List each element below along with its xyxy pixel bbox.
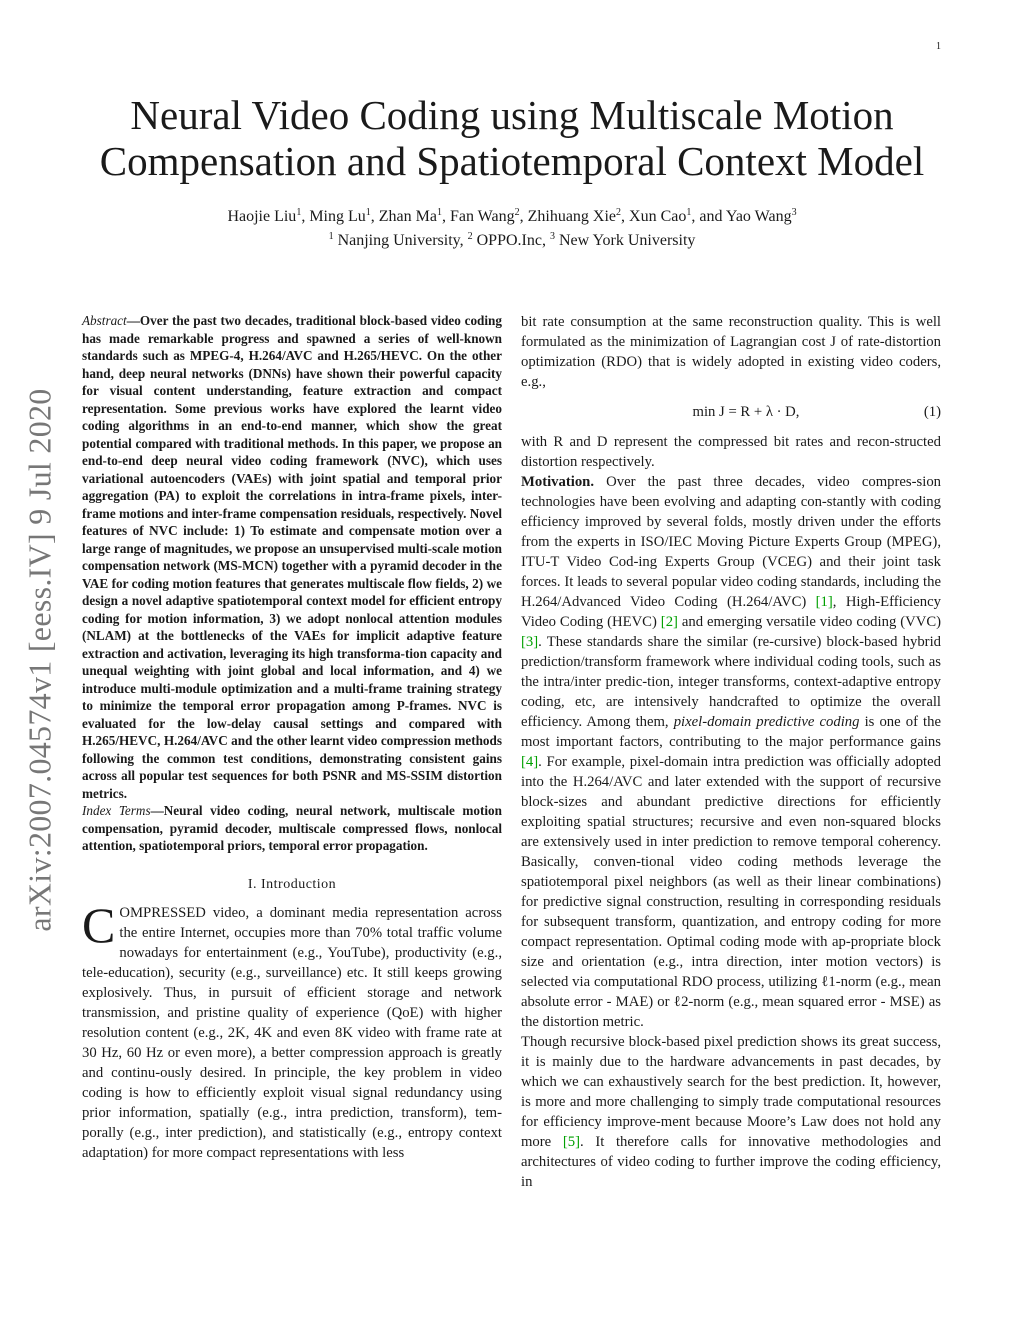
citation-link[interactable]: [2] bbox=[660, 614, 678, 630]
motivation-label: Motivation. bbox=[521, 474, 595, 490]
author: Zhan Ma bbox=[378, 208, 437, 225]
title-line-2: Compensation and Spatiotemporal Context Model bbox=[99, 138, 925, 184]
citation-link[interactable]: [1] bbox=[815, 594, 833, 610]
author: Zhihuang Xie bbox=[527, 208, 617, 225]
abstract-label: Abstract bbox=[82, 313, 127, 328]
index-terms-label: Index Terms bbox=[82, 803, 151, 818]
affiliation-list: $^1$ Nanjing University, $^2$ OPPO.Inc, $^3$ New York University bbox=[328, 231, 696, 249]
abstract-text: Over the past two decades, traditional block-based video coding has made remarkable progress and spawned a series of well-known standards such as MPEG-4, H.264/AVC and H.265/HEVC. On the other hand, deep neural networks (DNNs) have shown their powerful capacity for visual content understanding, feature extraction and compact representation. Some previous works have explored the learnt video coding algorithms in an end-to-end manner, which show the great potential compared with traditional methods. In this paper, we propose an end-to-end deep neural video coding framework (NVC), which uses variational autoencoders (VAEs) with joint spatial and temporal prior aggregation (PA) to exploit the correlations in intra-frame pixels, inter-frame motions and inter-frame compensation residuals, respectively. Novel features of NVC include: 1) To estimate and compensate motion over a large range of magnitudes, we propose an unsupervised multi-scale motion compensation network (MS-MCN) together with a pyramid decoder in the VAE for coding motion features that generates multiscale flow fields, 2) we design a novel adaptive spatiotemporal context model for efficient entropy coding for motion information, 3) we adopt nonlocal attention modules (NLAM) at the bottlenecks of the VAEs for implicit adaptive feature extraction and activation, leveraging its high transforma-tion capacity and unequal weighting with joint global and local information, and 4) we introduce multi-module optimization and a multi-frame training strategy to minimize the temporal error propagation among P-frames. NVC is evaluated for the low-delay causal settings and compared with H.265/HEVC, H.264/AVC and the other learnt video compression methods following the common test conditions, demonstrating consistent gains across all popular test sequences for both PSNR and MS-SSIM distortion metrics. bbox=[82, 313, 502, 801]
intro-text: OMPRESSED video, a dominant media representation across the entire Internet, occupies more than 70% total traffic volume nowadays for entertainment (e.g., YouTube), productivity (e.g., tele-education), security (e.g., surveillance) etc. It still keeps growing explosively. Thus, in pursuit of efficient storage and network transmission, and pristine quality of experience (QoE) with higher resolution content (e.g., 2K, 4K and even 8K video with frame rate at 30 Hz, 60 Hz or even more), a better compression approach is greatly and continu-ously desired. In principle, the key problem in video coding is how to efficiently exploit visual signal redundancy using prior information, spatially (e.g., intra prediction, transform), tem-porally (e.g., inter prediction), and statistically (e.g., entropy context adaptation) for more compact representations with less bbox=[82, 904, 502, 1161]
arxiv-stamp bbox=[20, 370, 60, 950]
equation-explanation: with R and D represent the compressed bit rates and recon-structed distortion respectively. bbox=[521, 434, 941, 470]
affiliation: New York University bbox=[558, 232, 696, 249]
equation-1 bbox=[521, 402, 941, 422]
left-column bbox=[82, 312, 502, 1163]
index-terms: Index Terms—Neural video coding, neural network, multiscale motion compensation, pyramid decoder, multiscale compressed flows, nonlocal attention, spatiotemporal priors, temporal error propagation. bbox=[82, 803, 502, 853]
intro-paragraph bbox=[82, 896, 502, 1163]
emphasis: pixel-domain predictive coding bbox=[673, 714, 860, 730]
abstract: Abstract—Over the past two decades, traditional block-based video coding has made remarkable progress and spawned a series of well-known standards such as MPEG-4, H.264/AVC and H.265/HEVC. On the other hand, deep neural networks (DNNs) have shown their powerful capacity for visual content understanding, feature extraction and compact representation. Some previous works have explored the learnt video coding algorithms in an end-to-end manner, which show the great potential compared with traditional methods. In this paper, we propose an end-to-end deep neural video coding framework (NVC), which uses variational autoencoders (VAEs) with joint spatial and temporal prior aggregation (PA) to exploit the correlations in intra-frame pixels, inter-frame motions and inter-frame compensation residuals, respectively. Novel features of NVC include: 1) To estimate and compensate motion over a large range of magnitudes, we propose an unsupervised multi-scale motion compensation network (MS-MCN) together with a pyramid decoder in the VAE for coding motion features that generates multiscale flow fields, 2) we design a novel adaptive spatiotemporal context model for efficient entropy coding for motion information, 3) we adopt nonlocal attention modules (NLAM) at the bottlenecks of the VAEs for implicit adaptive feature extraction and activation, leveraging its high transforma-tion capacity and unequal weighting with joint global and local information, and 4) we introduce multi-module optimization and a multi-frame training strategy to minimize the temporal error propagation among P-frames. NVC is evaluated for the low-delay causal settings and compared with H.265/HEVC, H.264/AVC and the other learnt video compression methods following the common test conditions, demonstrating consistent gains across all popular test sequences for both PSNR and MS-SSIM distortion metrics. bbox=[82, 313, 502, 801]
continued-paragraph: bit rate consumption at the same reconstruction quality. This is well formulated as the minimization of Lagrangian cost J of rate-distortion optimization (RDO) that is widely adopted in existing video coders, e.g., bbox=[521, 314, 941, 390]
affiliation: OPPO.Inc bbox=[476, 232, 542, 249]
author: Ming Lu bbox=[309, 208, 366, 225]
author: Yao Wang bbox=[725, 208, 792, 225]
equation-number: (1) bbox=[923, 404, 941, 420]
citation-link[interactable]: [3] bbox=[521, 634, 539, 650]
section-heading-introduction: I. Introduction bbox=[247, 876, 337, 892]
citation-link[interactable]: [5] bbox=[562, 1134, 580, 1150]
author: Haojie Liu bbox=[227, 208, 297, 225]
paper-title bbox=[60, 92, 964, 184]
citation-link[interactable]: [4] bbox=[521, 754, 539, 770]
motivation-paragraph: Motivation. Over the past three decades, video compres-sion technologies have been evolving and adapting con-stantly with coding efficiency improved by several folds, mostly driven under the efforts from the experts in ISO/IEC Moving Picture Experts Group (MPEG), ITU-T Video Cod-ing Experts Group (VCEG) and their joint task forces. It leads to several popular video coding standards, including the H.264/Advanced Video Coding (H.264/AVC) [1], High-Efficiency Video Coding (HEVC) [2] and emerging versatile video coding (VVC) [3]. These standards share the similar (re-cursive) block-based hybrid prediction/transform framework where individual coding tools, such as the intra/inter predic-tion, integer transforms, context-adaptive entropy coding, etc, are intensively handcrafted to optimize the overall efficiency. Among them, pixel-domain predictive coding is one of the most important factors, contributing to the major performance gains [4]. For example, pixel-domain intra prediction was officially adopted into the H.264/AVC and later extended with the support of recursive block-sizes and abundant predictive directions for efficiently exploiting spatial structures; recursive and even non-squared blocks are extensively used in inter prediction to remove temporal coherency. Basically, conven-tional video coding methods leverage the spatiotemporal pixel neighbors (as well as their linear combinations) for predictive signal construction, resulting in corresponding residuals for subsequent transform, quantization, and entropy coding for more compact representation. Optimal coding mode with ap-propriate block size and orientation (e.g., intra direction, inter motion vectors) is selected via computational RDO process, utilizing ℓ1-norm (e.g., mean absolute error - MAE) or ℓ2-norm (e.g., mean squared error - MSE) as the distortion metric. bbox=[521, 474, 942, 1030]
index-terms-text: Neural video coding, neural network, multiscale motion compensation, pyramid decoder, multiscale compressed flows, nonlocal attention, spatiotemporal priors, temporal error propagation. bbox=[82, 803, 502, 853]
arxiv-identifier: arXiv:2007.04574v1 [eess.IV] 9 Jul 2020 bbox=[21, 388, 58, 932]
drop-cap: C bbox=[82, 896, 116, 953]
page-number: 1 bbox=[936, 41, 941, 52]
affiliation: Nanjing University bbox=[337, 232, 460, 249]
title-line-1: Neural Video Coding using Multiscale Motion bbox=[130, 92, 894, 138]
author: Fan Wang bbox=[449, 208, 515, 225]
right-column bbox=[521, 312, 941, 1192]
equation-body: min J = R + λ · D, bbox=[692, 404, 800, 420]
body-paragraph: Though recursive block-based pixel prediction shows its great success, it is mainly due to the hardware advancements in past decades, by which we can exhaustively search for the best prediction. It, however, is more and more challenging to simply trade computational resources for efficiency improve-ment because Moore’s Law does not hold any more [5]. It therefore calls for innovative methodologies and architectures of video coding to further improve the coding efficiency, in bbox=[521, 1034, 941, 1190]
author: Xun Cao bbox=[629, 208, 687, 225]
author-list: Haojie Liu$^1$, Ming Lu$^1$, Zhan Ma$^1$, Fan Wang$^2$, Zhihuang Xie$^2$, Xun Cao$^1$, and Yao Wang$^3$ bbox=[227, 207, 797, 225]
